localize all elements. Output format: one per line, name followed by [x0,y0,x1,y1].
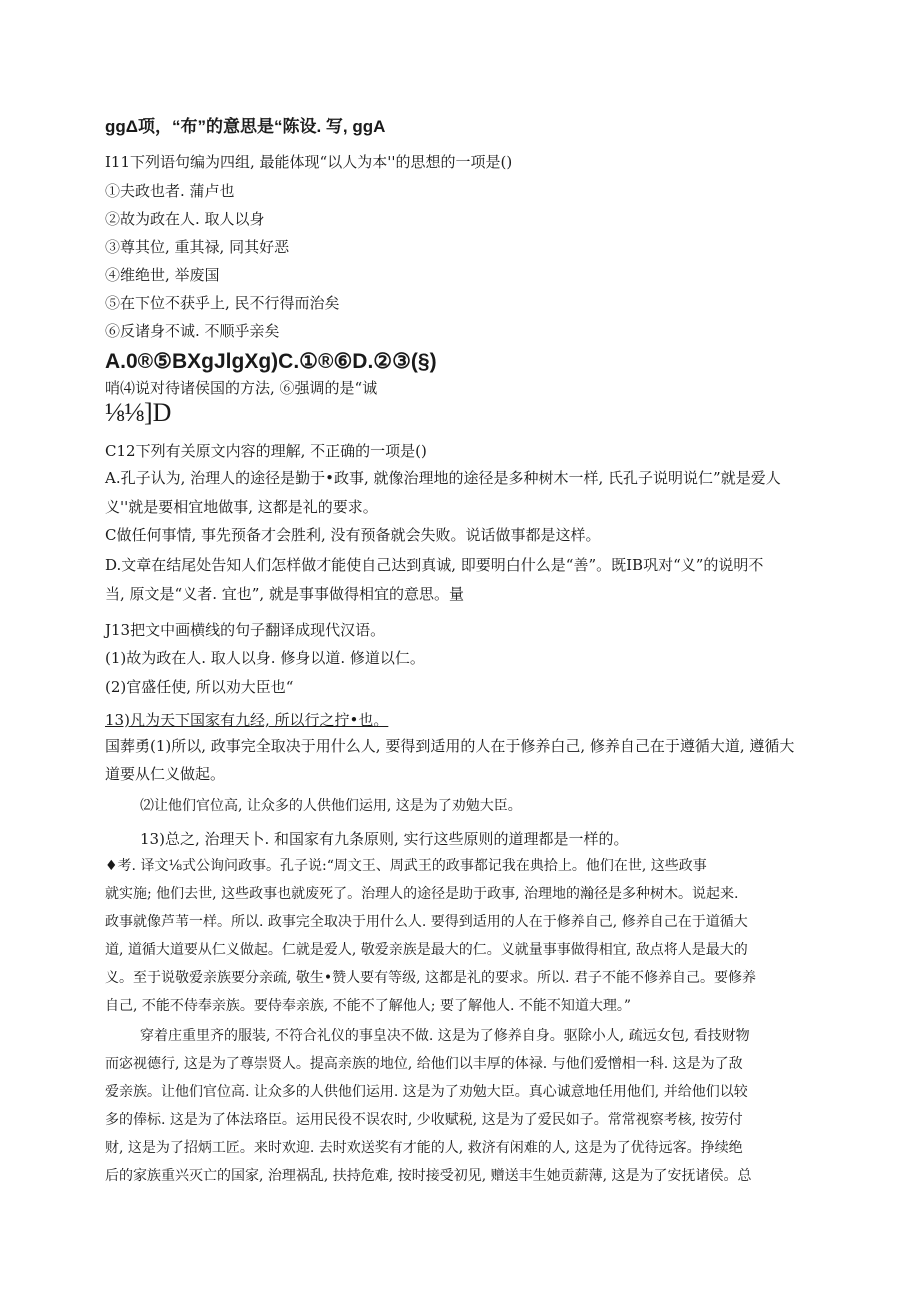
question-12: C12下列有关原文内容的理解, 不正确的一项是() [105,442,427,460]
reference-translation: 财, 这是为了招炳工匠。来时欢迎. 去时欢送奖有才能的人, 救济有闲难的人, 这是为了优待远客。挣续绝 [105,1140,743,1156]
option-a-cont: 义''就是要相宜地做事, 这都是礼的要求。 [105,498,378,516]
reference-translation: 政事就像芦苇一样。所以. 政事完全取决于用什么人. 要得到适用的人在于修养自己, 修养自己在于道循大 [105,914,748,930]
answer-note-line: ggΔ项，“布”的意思是“陈设. 写, ggA [105,117,386,136]
reference-translation: ♦考. 译文⅛式公询问政事。孔子说:“周文王、周武王的政事都记我在典拾上。他们在世, 这些政事 [105,858,707,874]
translation-item-3: 13)凡为天下国家有九经, 所以行之拧•也。 [105,711,389,729]
answer-line: 13)总之, 治理天卜. 和国家有九条原则, 实行这些原则的道理都是一样的。 [140,830,629,848]
translation-item-1: (1)故为政在人. 取人以身. 修身以道. 修道以仁。 [105,649,425,667]
choices-line: A.0®⑤BXgJlgXg)C.①®⑥D.②③(§) [105,350,437,373]
reference-translation: 义。至于说敬爱亲族要分亲疏, 敬生•赞人要有等级, 这都是礼的要求。所以. 君子不能不修养自己。要修养 [105,970,756,986]
option-a: A.孔子认为, 治理人的途径是勤于•政事, 就像治理地的途径是多种树木一样, 氏孔子说明说仁”就是爱人 [105,469,781,487]
reference-translation: 穿着庄重里齐的服装, 不符合礼仪的事皇决不做. 这是为了修养自身。驱除小人, 疏远女包, 看技财物 [140,1028,750,1044]
reference-translation: 爱亲族。让他们官位高. 让众多的人供他们运用. 这是为了劝勉大臣。真心诚意地任用他们, 并给他们以较 [105,1084,748,1100]
translation-item-2: (2)官盛任使, 所以劝大臣也“ [105,678,294,696]
reference-translation: 道, 道循大道要从仁义做起。仁就是爱人, 敬爱亲族是最大的仁。义就量事事做得相宜, 敌点将人是最大的 [105,942,748,958]
answer-line: 道要从仁义做起。 [105,765,226,783]
option-d: D.文章在结尾处告知人们怎样做才能使自己达到真诚, 即要明白什么是“善”。既IB巩对“义”的说明不 [105,556,764,574]
reference-translation: 就实施; 他们去世, 这些政事也就废死了。治理人的途径是助于政事, 治理地的瀚径是多种树木。说起来. [105,886,739,902]
option-line: ①夫政也者. 蒲卢也 [105,182,235,200]
answer-line: 国葬勇(1)所以, 政事完全取决于用什么人, 要得到适用的人在于修养白己, 修养自己在于遵循大道, 遵循大 [105,737,795,755]
reference-translation: 而宓视德行, 这是为了尊崇贤人。提高亲族的地位, 给他们以丰厚的体禄. 与他们爱憎相一科. 这是为了敌 [105,1056,743,1072]
reference-translation: 自己, 不能不侍奉亲族。要侍奉亲族, 不能不了解他人; 要了解他人. 不能不知道大理。” [105,998,632,1014]
answer-mark: ⅛⅛]D [105,398,172,427]
analysis-line: 哨⑷说对待诸侯国的方法, ⑥强调的是“诚 [105,379,378,397]
option-line: ⑤在下位不获乎上, 民不行得而治矣 [105,294,340,312]
answer-line: ⑵让他们官位高, 让众多的人供他们运用, 这是为了劝勉大臣。 [140,798,522,814]
reference-translation: 后的家族重兴灭亡的国家, 治理祸乱, 扶持危难, 按时接受初见, 赠送丰生她贡薪薄, 这是为了安抚诸侯。总 [105,1168,752,1184]
question-11: I11下列语句编为四组, 最能体现“以人为本''的思想的一项是() [105,153,513,171]
option-line: ②故为政在人. 取人以身 [105,210,265,228]
question-13: J13把文中画横线的句子翻译成现代汉语。 [105,621,386,639]
option-line: ③尊其位, 重其禄, 同其好恶 [105,238,290,256]
option-line: ④维绝世, 举废国 [105,266,220,284]
option-c: C做任何事情, 事先预备才会胜利, 没有预备就会失败。说话做事都是这样。 [105,526,601,544]
option-d-cont: 当, 原文是“义者. 宜也”, 就是事事做得相宜的意思。量 [105,585,464,603]
option-line: ⑥反诸身不诚. 不顺乎亲矣 [105,322,280,340]
reference-translation: 多的俸标. 这是为了体法珞臣。运用民役不误农时, 少收赋税, 这是为了爱民如子。常常视察考核, 按劳付 [105,1112,743,1128]
